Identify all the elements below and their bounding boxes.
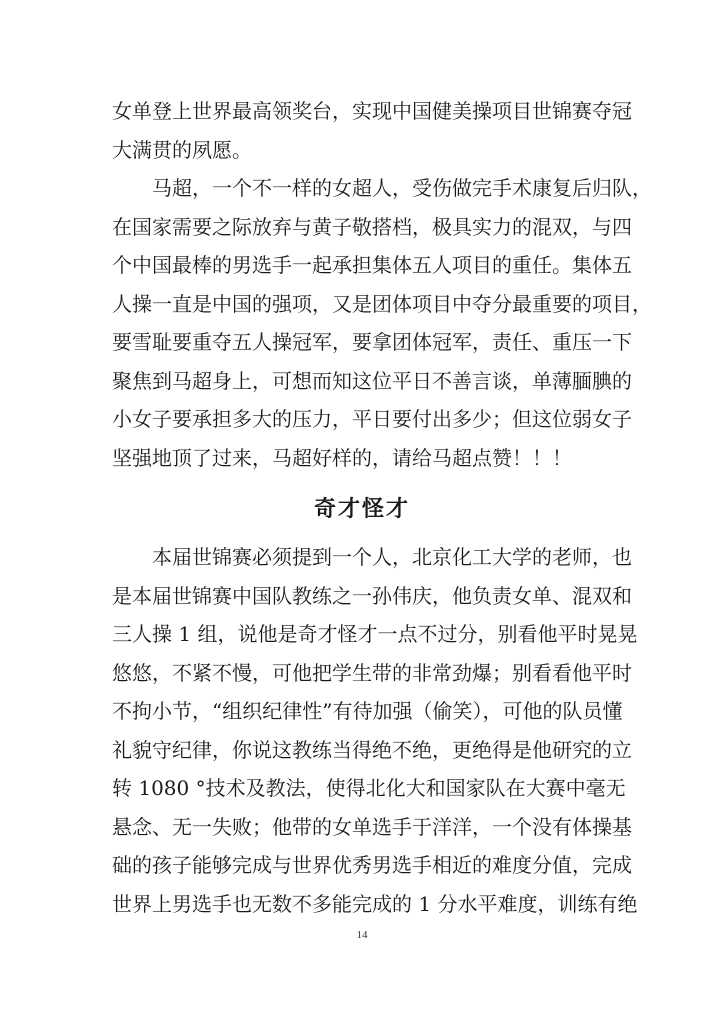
text-line: 小女子要承担多大的压力，平日要付出多少；但这位弱女子 — [112, 407, 632, 431]
text-line: 不拘小节，“组织纪律性”有待加强（偷笑），可他的队员懂 — [112, 699, 623, 723]
text-line: 础的孩子能够完成与世界优秀男选手相近的难度分值，完成 — [112, 853, 632, 877]
text-line: 世界上男选手也无数不多能完成的 1 分水平难度，训练有绝 — [112, 891, 638, 916]
text-line: 礼貌守纪律，你说这教练当得绝不绝，更绝得是他研究的立 — [112, 737, 632, 762]
text-line: 悠悠，不紧不慢，可他把学生带的非常劲爆；别看看他平时 — [112, 660, 632, 685]
text-line: 个中国最棒的男选手一起承担集体五人项目的重任。集体五 — [112, 253, 632, 277]
paragraph-3 — [112, 538, 638, 923]
paragraph-1 — [112, 92, 632, 169]
text-line: 大满贯的夙愿。 — [112, 137, 252, 162]
text-line: 马超，一个不一样的女超人，受伤做完手术康复后归队， — [152, 176, 652, 200]
text-line: 人操一直是中国的强项，又是团体项目中夺分最重要的项目， — [112, 291, 652, 316]
text-line: 是本届世锦赛中国队教练之一孙伟庆，他负责女单、混双和 — [112, 583, 632, 608]
text-line: 聚焦到马超身上，可想而知这位平日不善言谈，单薄腼腆的 — [112, 368, 632, 393]
text-line: 转 1080 °技术及教法，使得北化大和国家队在大赛中毫无 — [112, 776, 626, 800]
text-line: 要雪耻要重夺五人操冠军，要拿团体冠军，责任、重压一下 — [112, 330, 632, 354]
text-line: 在国家需要之际放弃与黄子敬搭档，极具实力的混双，与四 — [112, 214, 632, 239]
text-line: 女单登上世界最高领奖台，实现中国健美操项目世锦赛夺冠 — [112, 99, 632, 123]
section-heading: 奇才怪才 — [313, 497, 410, 522]
text-line: 三人操 1 组，说他是奇才怪才一点不过分，别看他平时晃晃 — [112, 622, 638, 646]
text-line: 坚强地顶了过来，马超好样的，请给马超点赞！！！ — [112, 445, 572, 470]
page-number: 14 — [356, 929, 368, 941]
paragraph-2 — [112, 169, 652, 477]
text-line: 本届世锦赛必须提到一个人，北京化工大学的老师，也 — [152, 545, 632, 569]
text-line: 悬念、无一失败；他带的女单选手于洋洋，一个没有体操基 — [112, 814, 632, 839]
